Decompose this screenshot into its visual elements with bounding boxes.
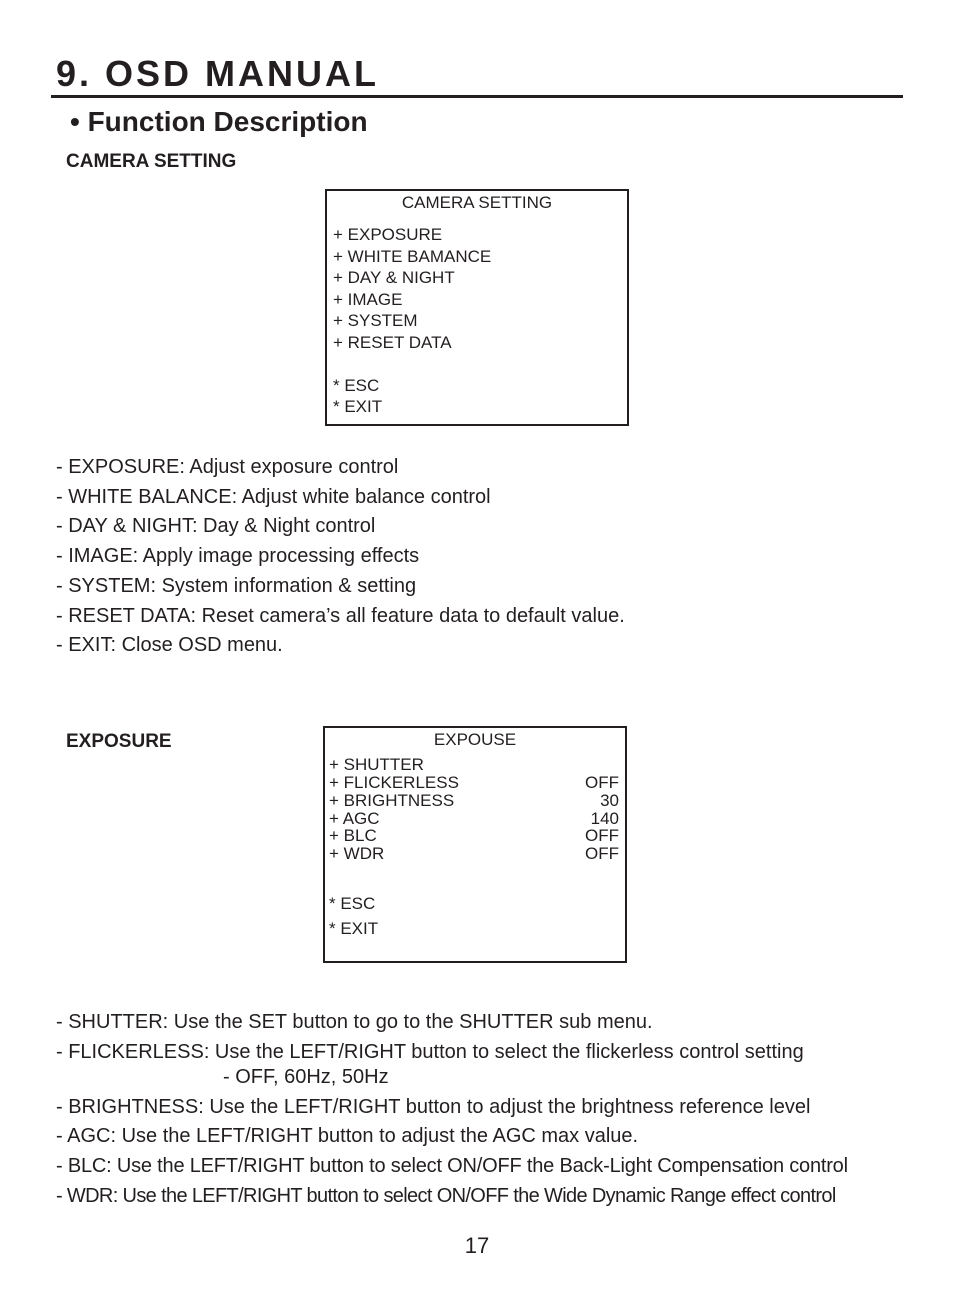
osd-menu-action-esc: * ESC <box>333 376 380 395</box>
camera-setting-descriptions <box>56 453 625 661</box>
osd-menu-action-exit: * EXIT <box>333 397 383 416</box>
osd-action-label: * ESC <box>329 894 376 913</box>
osd-row-value: 140 <box>590 809 619 828</box>
chapter-title: 9. OSD MANUAL <box>56 53 380 94</box>
description-system: - SYSTEM: System information & setting <box>56 574 417 597</box>
osd-row-flickerless <box>329 774 619 792</box>
description-flickerless-options: - OFF, 60Hz, 50Hz <box>223 1066 389 1088</box>
description-wdr: - WDR: Use the LEFT/RIGHT button to select ON/OFF the Wide Dynamic Range effect control <box>56 1185 836 1207</box>
osd-menu-item-exposure: + EXPOSURE <box>333 225 443 244</box>
osd-menu-item-white-balance: + WHITE BAMANCE <box>333 247 492 266</box>
osd-row-value: 30 <box>600 791 619 810</box>
page-number: 17 <box>464 1233 490 1258</box>
osd-menu-item-day-night: + DAY & NIGHT <box>333 268 455 287</box>
description-shutter: - SHUTTER: Use the SET button to go to the SHUTTER sub menu. <box>56 1011 653 1033</box>
osd-menu-item-reset-data: + RESET DATA <box>333 333 452 352</box>
description-flickerless: - FLICKERLESS: Use the LEFT/RIGHT button to select the flickerless control setting <box>56 1041 804 1063</box>
osd-menu-title: CAMERA SETTING <box>401 193 553 212</box>
osd-row-label: + WDR <box>329 844 385 863</box>
osd-menu-title: EXPOUSE <box>433 730 517 749</box>
osd-menu-item-system: + SYSTEM <box>333 311 418 330</box>
osd-action-label: * EXIT <box>329 919 379 938</box>
osd-row-label: + SHUTTER <box>329 755 424 774</box>
osd-row-label: + BRIGHTNESS <box>329 791 455 810</box>
osd-row-brightness <box>329 792 619 810</box>
osd-menu-action-exit <box>329 920 619 938</box>
description-agc: - AGC: Use the LEFT/RIGHT button to adjust the AGC max value. <box>56 1125 639 1147</box>
description-day-night: - DAY & NIGHT: Day & Night control <box>56 515 376 538</box>
camera-setting-osd-menu <box>325 189 629 426</box>
description-blc: - BLC: Use the LEFT/RIGHT button to select ON/OFF the Back-Light Compensation control <box>56 1155 848 1177</box>
osd-row-value: OFF <box>585 826 619 845</box>
osd-row-label: + AGC <box>329 809 380 828</box>
exposure-heading: EXPOSURE <box>66 731 172 752</box>
description-image: - IMAGE: Apply image processing effects <box>56 545 420 568</box>
osd-row-value: OFF <box>585 844 619 863</box>
section-title: • Function Description <box>70 106 368 137</box>
title-divider <box>51 95 903 98</box>
osd-menu-item-image: + IMAGE <box>333 290 403 309</box>
osd-row-wdr <box>329 845 619 863</box>
osd-row-blc <box>329 827 619 845</box>
exposure-osd-menu <box>323 726 627 963</box>
description-white-balance: - WHITE BALANCE: Adjust white balance control <box>56 485 491 508</box>
osd-row-shutter <box>329 756 619 774</box>
description-brightness: - BRIGHTNESS: Use the LEFT/RIGHT button to adjust the brightness reference level <box>56 1096 811 1118</box>
description-exit: - EXIT: Close OSD menu. <box>56 634 283 657</box>
osd-row-label: + BLC <box>329 826 377 845</box>
camera-setting-heading: CAMERA SETTING <box>66 151 237 172</box>
osd-row-value: OFF <box>585 773 619 792</box>
description-exposure: - EXPOSURE: Adjust exposure control <box>56 456 399 478</box>
osd-menu-action-esc <box>329 895 619 913</box>
description-reset-data: - RESET DATA: Reset camera’s all feature data to default value. <box>56 604 625 627</box>
osd-row-label: + FLICKERLESS <box>329 773 459 792</box>
